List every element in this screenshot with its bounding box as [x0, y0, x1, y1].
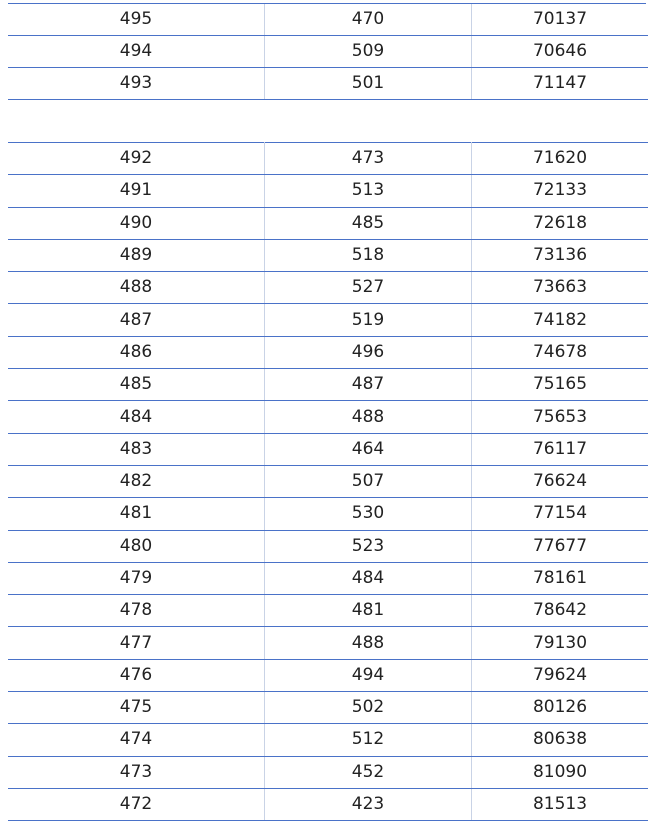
table-row: [8, 336, 648, 368]
table-row: [8, 143, 648, 175]
count-cell: 488: [265, 401, 472, 433]
score-table-bottom-body: [8, 143, 648, 821]
score-cell: 479: [8, 562, 265, 594]
cumulative-cell: 77677: [472, 530, 649, 562]
count-cell: 523: [265, 530, 472, 562]
score-cell: 481: [8, 498, 265, 530]
score-cell: 484: [8, 401, 265, 433]
cumulative-cell: 77154: [472, 498, 649, 530]
cumulative-cell: 71620: [472, 143, 649, 175]
cumulative-cell: 73663: [472, 272, 649, 304]
score-cell: 472: [8, 788, 265, 820]
cumulative-cell: 74182: [472, 304, 649, 336]
count-cell: 527: [265, 272, 472, 304]
table-row: [8, 272, 648, 304]
count-cell: 512: [265, 724, 472, 756]
score-cell: 487: [8, 304, 265, 336]
count-cell: 487: [265, 369, 472, 401]
score-cell: 474: [8, 724, 265, 756]
count-cell: 507: [265, 465, 472, 497]
cumulative-cell: 79130: [472, 627, 649, 659]
cumulative-cell: 79624: [472, 659, 649, 691]
table-row: [8, 530, 648, 562]
table-row: [8, 304, 648, 336]
cumulative-cell: 74678: [472, 336, 649, 368]
count-cell: 473: [265, 143, 472, 175]
count-cell: 519: [265, 304, 472, 336]
table-row: [8, 692, 648, 724]
table-row: [8, 207, 648, 239]
cumulative-cell: 81090: [472, 756, 649, 788]
score-table-top: [8, 4, 648, 100]
score-table-bottom: [8, 142, 648, 821]
score-cell: 477: [8, 627, 265, 659]
cumulative-cell: 80126: [472, 692, 649, 724]
cumulative-cell: 78161: [472, 562, 649, 594]
score-cell: 491: [8, 175, 265, 207]
table-row: [8, 498, 648, 530]
cumulative-cell: 72133: [472, 175, 649, 207]
count-cell: 496: [265, 336, 472, 368]
table-row: [8, 36, 648, 68]
table-row: [8, 175, 648, 207]
table-row: [8, 595, 648, 627]
score-cell: 483: [8, 433, 265, 465]
table-row: [8, 465, 648, 497]
count-cell: 470: [265, 4, 472, 36]
cumulative-cell: 71147: [472, 68, 649, 100]
cumulative-cell: 75165: [472, 369, 649, 401]
count-cell: 494: [265, 659, 472, 691]
cumulative-cell: 70137: [472, 4, 649, 36]
count-cell: 530: [265, 498, 472, 530]
count-cell: 518: [265, 239, 472, 271]
score-cell: 488: [8, 272, 265, 304]
table-row: [8, 659, 648, 691]
table-row: [8, 433, 648, 465]
table-row: [8, 627, 648, 659]
score-cell: 495: [8, 4, 265, 36]
count-cell: 452: [265, 756, 472, 788]
score-cell: 475: [8, 692, 265, 724]
count-cell: 464: [265, 433, 472, 465]
score-cell: 489: [8, 239, 265, 271]
score-table-top-body: [8, 4, 648, 100]
cumulative-cell: 73136: [472, 239, 649, 271]
count-cell: 488: [265, 627, 472, 659]
table-row: [8, 239, 648, 271]
table-row: [8, 369, 648, 401]
table-row: [8, 401, 648, 433]
score-cell: 482: [8, 465, 265, 497]
score-cell: 480: [8, 530, 265, 562]
count-cell: 513: [265, 175, 472, 207]
cumulative-cell: 78642: [472, 595, 649, 627]
score-cell: 473: [8, 756, 265, 788]
score-cell: 492: [8, 143, 265, 175]
table-row: [8, 724, 648, 756]
count-cell: 485: [265, 207, 472, 239]
count-cell: 501: [265, 68, 472, 100]
count-cell: 481: [265, 595, 472, 627]
cumulative-cell: 75653: [472, 401, 649, 433]
cumulative-cell: 76624: [472, 465, 649, 497]
cumulative-cell: 80638: [472, 724, 649, 756]
count-cell: 502: [265, 692, 472, 724]
count-cell: 509: [265, 36, 472, 68]
score-cell: 490: [8, 207, 265, 239]
score-cell: 486: [8, 336, 265, 368]
table-row: [8, 756, 648, 788]
table-row: [8, 788, 648, 820]
table-row: [8, 562, 648, 594]
cumulative-cell: 72618: [472, 207, 649, 239]
score-cell: 493: [8, 68, 265, 100]
cumulative-cell: 76117: [472, 433, 649, 465]
score-cell: 485: [8, 369, 265, 401]
table-row: [8, 68, 648, 100]
score-cell: 494: [8, 36, 265, 68]
cumulative-cell: 81513: [472, 788, 649, 820]
score-cell: 476: [8, 659, 265, 691]
count-cell: 484: [265, 562, 472, 594]
count-cell: 423: [265, 788, 472, 820]
table-row: [8, 4, 648, 36]
cumulative-cell: 70646: [472, 36, 649, 68]
score-cell: 478: [8, 595, 265, 627]
